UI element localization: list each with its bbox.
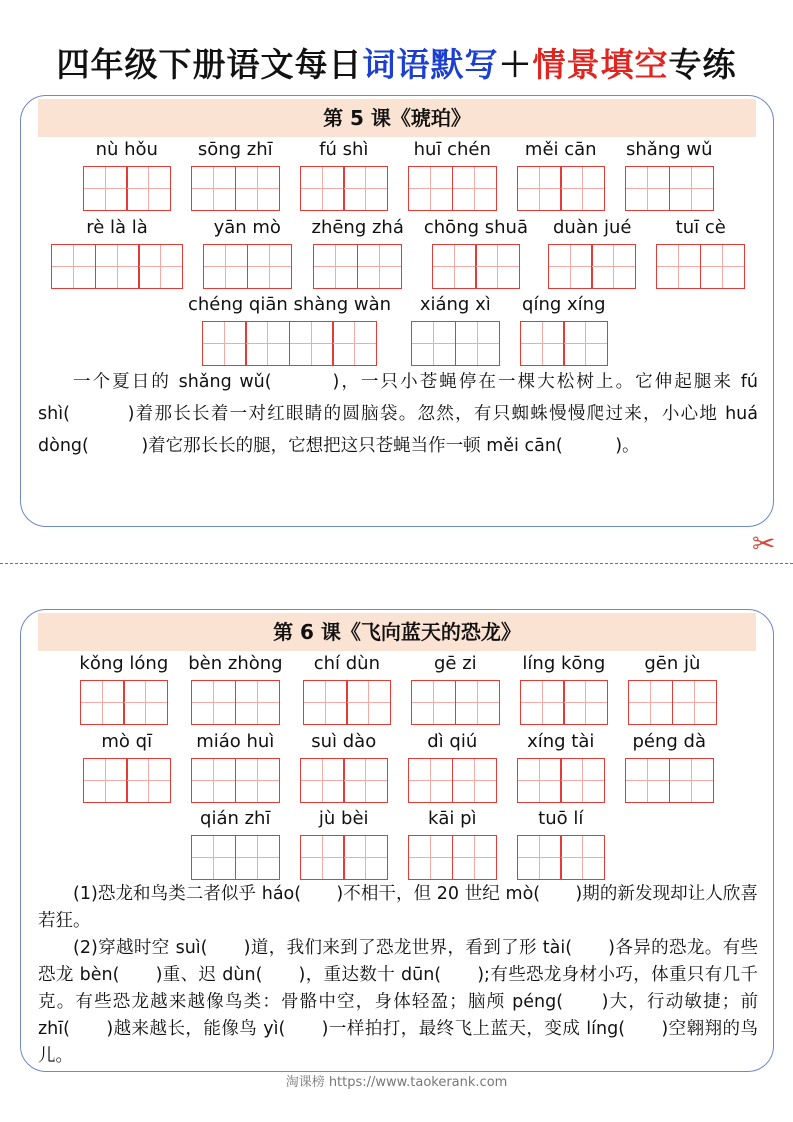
pinyin-label: jù bèi — [318, 808, 369, 829]
writing-cell[interactable] — [51, 244, 96, 289]
word-item — [656, 212, 745, 289]
word-item — [83, 134, 172, 211]
writing-cell[interactable] — [95, 244, 140, 289]
writing-cell[interactable] — [191, 758, 236, 803]
writing-cell[interactable] — [563, 680, 608, 725]
word-item — [300, 134, 389, 211]
word-item — [520, 289, 609, 366]
lesson5-row-2 — [21, 212, 775, 289]
lesson5-header: 第 5 课《琥珀》 — [38, 99, 756, 137]
writing-cell[interactable] — [548, 244, 593, 289]
pinyin-label: zhēng zhá — [311, 217, 404, 238]
title-part-end: 专练 — [668, 45, 737, 84]
pinyin-label: gēn jù — [644, 653, 701, 674]
writing-cell[interactable] — [628, 680, 673, 725]
writing-grid — [408, 835, 497, 880]
writing-cell[interactable] — [235, 680, 280, 725]
cut-line — [0, 563, 793, 564]
scissors-icon: ✂ — [752, 527, 776, 560]
writing-cell[interactable] — [475, 244, 520, 289]
writing-cell[interactable] — [126, 166, 171, 211]
pinyin-label: fú shì — [319, 139, 369, 160]
writing-cell[interactable] — [289, 321, 334, 366]
writing-cell[interactable] — [83, 166, 128, 211]
writing-cell[interactable] — [303, 680, 348, 725]
writing-grid — [548, 244, 637, 289]
writing-grid — [191, 680, 280, 725]
word-item — [191, 803, 280, 880]
lesson6-row-1 — [21, 648, 775, 725]
writing-cell[interactable] — [656, 244, 701, 289]
pinyin-label: xiáng xì — [419, 294, 491, 315]
writing-grid — [300, 835, 389, 880]
writing-cell[interactable] — [138, 244, 183, 289]
word-item — [424, 212, 528, 289]
writing-cell[interactable] — [625, 166, 670, 211]
word-item — [411, 648, 500, 725]
writing-grid — [203, 244, 292, 289]
pinyin-label: gē zi — [434, 653, 477, 674]
lesson6-row-2 — [21, 726, 775, 803]
pinyin-label: shǎng wǔ — [625, 139, 713, 160]
pinyin-label: rè là là — [86, 217, 148, 238]
word-item — [625, 134, 714, 211]
title-part-black: 四年级下册语文每日 — [56, 45, 363, 84]
word-item — [408, 134, 497, 211]
title-part-blue: 词语默写 — [362, 45, 499, 84]
writing-cell[interactable] — [343, 166, 388, 211]
writing-grid — [520, 321, 609, 366]
writing-grid — [408, 758, 497, 803]
pinyin-label: huī chén — [413, 139, 491, 160]
title-part-red: 情景填空 — [532, 45, 669, 84]
pinyin-label: líng kōng — [522, 653, 606, 674]
pinyin-label: měi cān — [524, 139, 597, 160]
pinyin-label: qián zhī — [200, 808, 271, 829]
writing-cell[interactable] — [343, 758, 388, 803]
writing-cell[interactable] — [300, 835, 345, 880]
lesson5-row-1 — [21, 134, 775, 211]
writing-cell[interactable] — [669, 166, 714, 211]
title-plus: ＋ — [498, 45, 533, 84]
writing-cell[interactable] — [669, 758, 714, 803]
word-item — [625, 726, 714, 803]
word-item — [408, 803, 497, 880]
writing-cell[interactable] — [203, 244, 248, 289]
writing-cell[interactable] — [560, 835, 605, 880]
word-item — [517, 726, 606, 803]
lesson5-row-3 — [21, 289, 775, 366]
page-title — [0, 40, 793, 90]
writing-grid — [202, 321, 378, 366]
writing-cell[interactable] — [625, 758, 670, 803]
writing-cell[interactable] — [560, 166, 605, 211]
lesson6-paragraphs — [38, 881, 758, 1070]
writing-cell[interactable] — [517, 166, 562, 211]
writing-cell[interactable] — [245, 321, 290, 366]
pinyin-label: miáo huì — [196, 731, 275, 752]
pinyin-label: tuō lí — [538, 808, 584, 829]
writing-grid — [517, 758, 606, 803]
writing-grid — [625, 758, 714, 803]
word-item — [51, 212, 183, 289]
writing-cell[interactable] — [235, 758, 280, 803]
writing-cell[interactable] — [411, 680, 456, 725]
pinyin-label: bèn zhòng — [188, 653, 283, 674]
word-item — [191, 726, 280, 803]
writing-cell[interactable] — [126, 758, 171, 803]
writing-cell[interactable] — [300, 758, 345, 803]
footer-watermark: 淘课榜 https://www.taokerank.com — [285, 1075, 508, 1090]
writing-grid — [408, 166, 497, 211]
lesson5-section — [20, 95, 774, 527]
lesson5-paragraph — [38, 366, 758, 462]
word-item — [203, 212, 292, 289]
writing-cell[interactable] — [408, 835, 453, 880]
writing-cell[interactable] — [455, 680, 500, 725]
writing-cell[interactable] — [83, 758, 128, 803]
writing-cell[interactable] — [560, 758, 605, 803]
writing-grid — [300, 758, 389, 803]
writing-grid — [517, 166, 606, 211]
writing-cell[interactable] — [332, 321, 377, 366]
writing-cell[interactable] — [452, 166, 497, 211]
writing-cell[interactable] — [191, 166, 236, 211]
writing-cell[interactable] — [313, 244, 358, 289]
writing-grid — [625, 166, 714, 211]
writing-cell[interactable] — [235, 166, 280, 211]
writing-cell[interactable] — [591, 244, 636, 289]
pinyin-label: dì qiú — [427, 731, 478, 752]
pinyin-label: chōng shuā — [423, 217, 528, 238]
writing-cell[interactable] — [300, 166, 345, 211]
writing-grid — [83, 166, 172, 211]
lesson6-header: 第 6 课《飞向蓝天的恐龙》 — [38, 613, 756, 651]
writing-cell[interactable] — [432, 244, 477, 289]
writing-grid — [411, 680, 500, 725]
pinyin-label: mò qī — [101, 731, 153, 752]
pinyin-label: yān mò — [213, 217, 281, 238]
lesson6-section — [20, 609, 774, 1072]
pinyin-label: suì dào — [311, 731, 377, 752]
writing-cell[interactable] — [247, 244, 292, 289]
word-item — [548, 212, 637, 289]
pinyin-label: duàn jué — [552, 217, 632, 238]
word-item — [83, 726, 172, 803]
writing-cell[interactable] — [408, 758, 453, 803]
pinyin-label: péng dà — [632, 731, 706, 752]
writing-grid — [520, 680, 609, 725]
writing-cell[interactable] — [520, 680, 565, 725]
word-item — [628, 648, 717, 725]
writing-cell[interactable] — [520, 321, 565, 366]
writing-grid — [656, 244, 745, 289]
word-item — [520, 648, 609, 725]
word-item — [188, 648, 282, 725]
word-item — [408, 726, 497, 803]
writing-grid — [411, 321, 500, 366]
lesson5-paragraph-text: 一个夏日的 shǎng wǔ( )，一只小苍蝇停在一棵大松树上。它伸起腿来 fú shì( )着那长长着一对红眼睛的圆脑袋。忽然，有只蜘蛛慢慢爬过来，小心地 huá dòng( )着它那长长的腿，它想把这只苍蝇当作一顿 měi cān( )。 — [38, 372, 758, 456]
lesson6-paragraph-1: (1)恐龙和鸟类二者似乎 háo( )不相干，但 20 世纪 mò( )期的新发现却让人欣喜若狂。 — [38, 884, 758, 931]
pinyin-label: kǒng lóng — [79, 653, 169, 674]
word-item — [300, 726, 389, 803]
writing-cell[interactable] — [191, 835, 236, 880]
word-item — [191, 134, 280, 211]
writing-cell[interactable] — [408, 166, 453, 211]
writing-grid — [191, 835, 280, 880]
word-item — [300, 803, 389, 880]
writing-grid — [313, 244, 402, 289]
word-item — [312, 212, 404, 289]
pinyin-label: chéng qiān shàng wàn — [187, 294, 392, 315]
lesson6-row-3 — [21, 803, 775, 880]
pinyin-label: chí dùn — [313, 653, 380, 674]
writing-cell[interactable] — [191, 680, 236, 725]
writing-cell[interactable] — [346, 680, 391, 725]
pinyin-label: nù hǒu — [95, 139, 158, 160]
word-item — [517, 134, 606, 211]
writing-cell[interactable] — [452, 758, 497, 803]
word-item — [79, 648, 168, 725]
writing-grid — [432, 244, 521, 289]
writing-cell[interactable] — [202, 321, 247, 366]
writing-cell[interactable] — [80, 680, 125, 725]
writing-grid — [628, 680, 717, 725]
writing-grid — [517, 835, 606, 880]
lesson6-paragraph-2: (2)穿越时空 suì( )道，我们来到了恐龙世界，看到了形 tài( )各异的恐龙。有些恐龙 bèn( )重、迟 dùn( )，重达数十 dūn( );有些恐龙身材小巧，体重只有几千克。有些恐龙越来越像鸟类：骨骼中空，身体轻盈；脑颅 péng( )大，行动敏捷；前 zhī( )越来越长，能像鸟 yì( )一样拍打，最终飞上蓝天，变成 líng( )空翱翔的鸟儿。 — [38, 938, 758, 1066]
pinyin-label: sōng zhī — [197, 139, 273, 160]
writing-cell[interactable] — [343, 835, 388, 880]
writing-cell[interactable] — [672, 680, 717, 725]
writing-cell[interactable] — [563, 321, 608, 366]
writing-grid — [191, 166, 280, 211]
pinyin-label: qíng xíng — [522, 294, 606, 315]
writing-grid — [80, 680, 169, 725]
writing-cell[interactable] — [452, 835, 497, 880]
writing-grid — [303, 680, 392, 725]
word-item — [188, 289, 391, 366]
word-item — [517, 803, 606, 880]
writing-grid — [191, 758, 280, 803]
pinyin-label: kāi pì — [427, 808, 477, 829]
word-item — [303, 648, 392, 725]
pinyin-label: xíng tài — [527, 731, 595, 752]
writing-cell[interactable] — [357, 244, 402, 289]
writing-cell[interactable] — [123, 680, 168, 725]
writing-cell[interactable] — [235, 835, 280, 880]
writing-grid — [300, 166, 389, 211]
writing-cell[interactable] — [517, 835, 562, 880]
word-item — [411, 289, 500, 366]
writing-cell[interactable] — [517, 758, 562, 803]
pinyin-label: tuī cè — [675, 217, 726, 238]
writing-cell[interactable] — [700, 244, 745, 289]
writing-cell[interactable] — [411, 321, 456, 366]
writing-grid — [83, 758, 172, 803]
writing-grid — [51, 244, 183, 289]
writing-cell[interactable] — [455, 321, 500, 366]
